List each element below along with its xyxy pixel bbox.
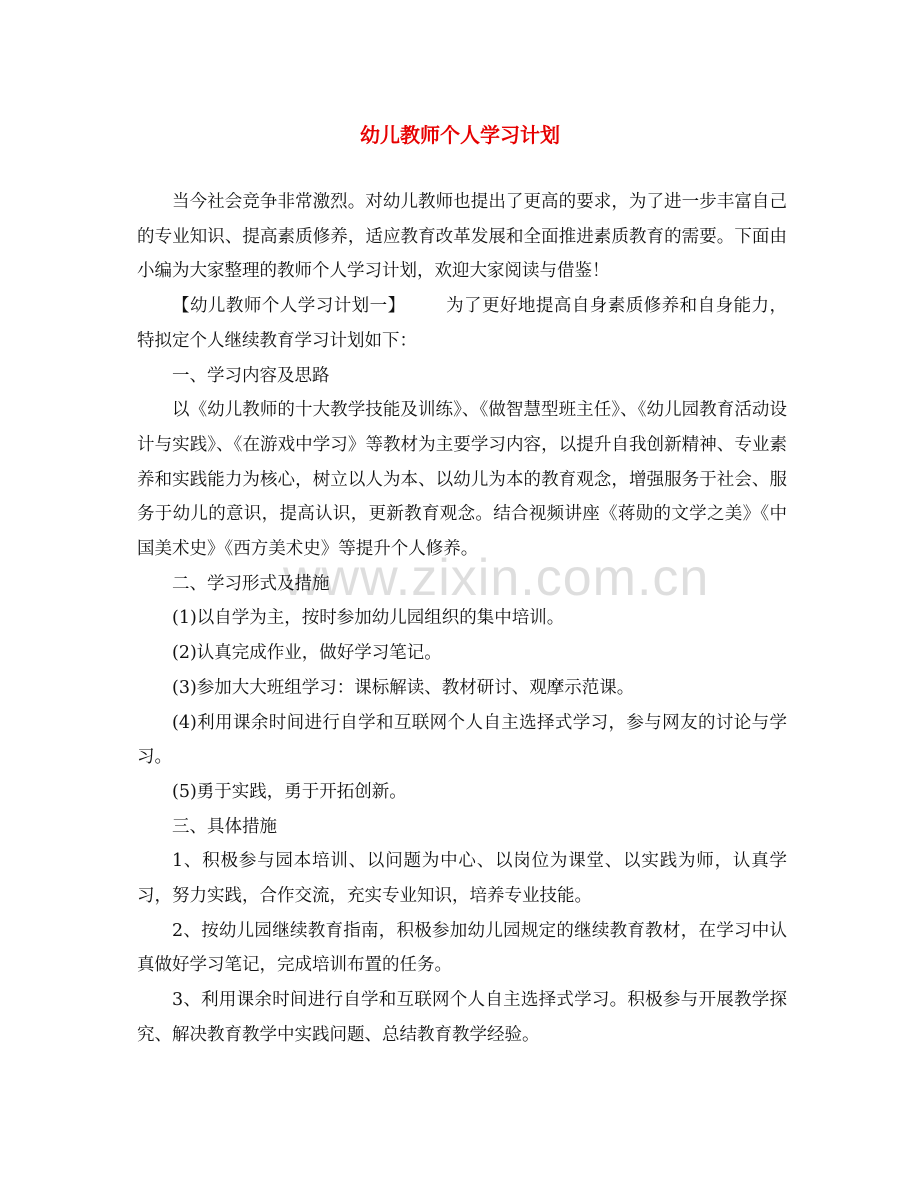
- section3-item: 1、积极参与园本培训、以问题为中心、以岗位为课堂、以实践为师，认真学习，努力实践，合作交流，充实专业知识，培养专业技能。: [137, 851, 787, 907]
- section3-item: 3、利用课余时间进行自学和互联网个人自主选择式学习。积极参与开展教学探究、解决教育教学中实践问题、总结教育教学经验。: [137, 990, 787, 1045]
- plan-heading: 【幼儿教师个人学习计划一】: [172, 296, 406, 317]
- section2-heading: 二、学习形式及措施: [172, 573, 330, 594]
- section2-item: (4)利用课余时间进行自学和互联网个人自主选择式学习，参与网友的讨论与学习。: [137, 712, 787, 768]
- section1-heading: 一、学习内容及思路: [172, 365, 330, 386]
- watermark-text: www.zixin.com.cn: [283, 549, 710, 607]
- section2-item: (3)参加大大班组学习：课标解读、教材研讨、观摩示范课。: [172, 677, 635, 698]
- plan-intro-paragraph: [137, 289, 787, 358]
- document-body: [137, 185, 787, 1053]
- plan-intro-text: 为了更好地提高自身素质修养和自身能力，特拟定个人继续教育学习计划如下：: [137, 296, 787, 351]
- section2-item: (1)以自学为主，按时参加幼儿园组织的集中培训。: [172, 608, 565, 629]
- section1-body: 以《幼儿教师的十大教学技能及训练》、《做智慧型班主任》、《幼儿园教育活动设计与实践》、《在游戏中学习》等教材为主要学习内容，以提升自我创新精神、专业素养和实践能力为核心，树立以人为本、以幼儿为本的教育观念，增强服务于社会、服务于幼儿的意识，提高认识，更新教育观念。结合视频讲座《蒋勋的文学之美》《中国美术史》《西方美术史》等提升个人修养。: [137, 400, 787, 560]
- document-title: 幼儿教师个人学习计划: [360, 123, 560, 147]
- section2-item: (5)勇于实践，勇于开拓创新。: [172, 781, 407, 802]
- section3-heading: 三、具体措施: [172, 816, 277, 837]
- section3-item: 2、按幼儿园继续教育指南，积极参加幼儿园规定的继续教育教材，在学习中认真做好学习笔记，完成培训布置的任务。: [137, 920, 787, 976]
- section2-item: (2)认真完成作业，做好学习笔记。: [172, 643, 442, 664]
- intro-paragraph: 当今社会竞争非常激烈。对幼儿教师也提出了更高的要求，为了进一步丰富自己的专业知识、提高素质修养，适应教育改革发展和全面推进素质教育的需要。下面由小编为大家整理的教师个人学习计划，欢迎大家阅读与借鉴！: [137, 192, 787, 282]
